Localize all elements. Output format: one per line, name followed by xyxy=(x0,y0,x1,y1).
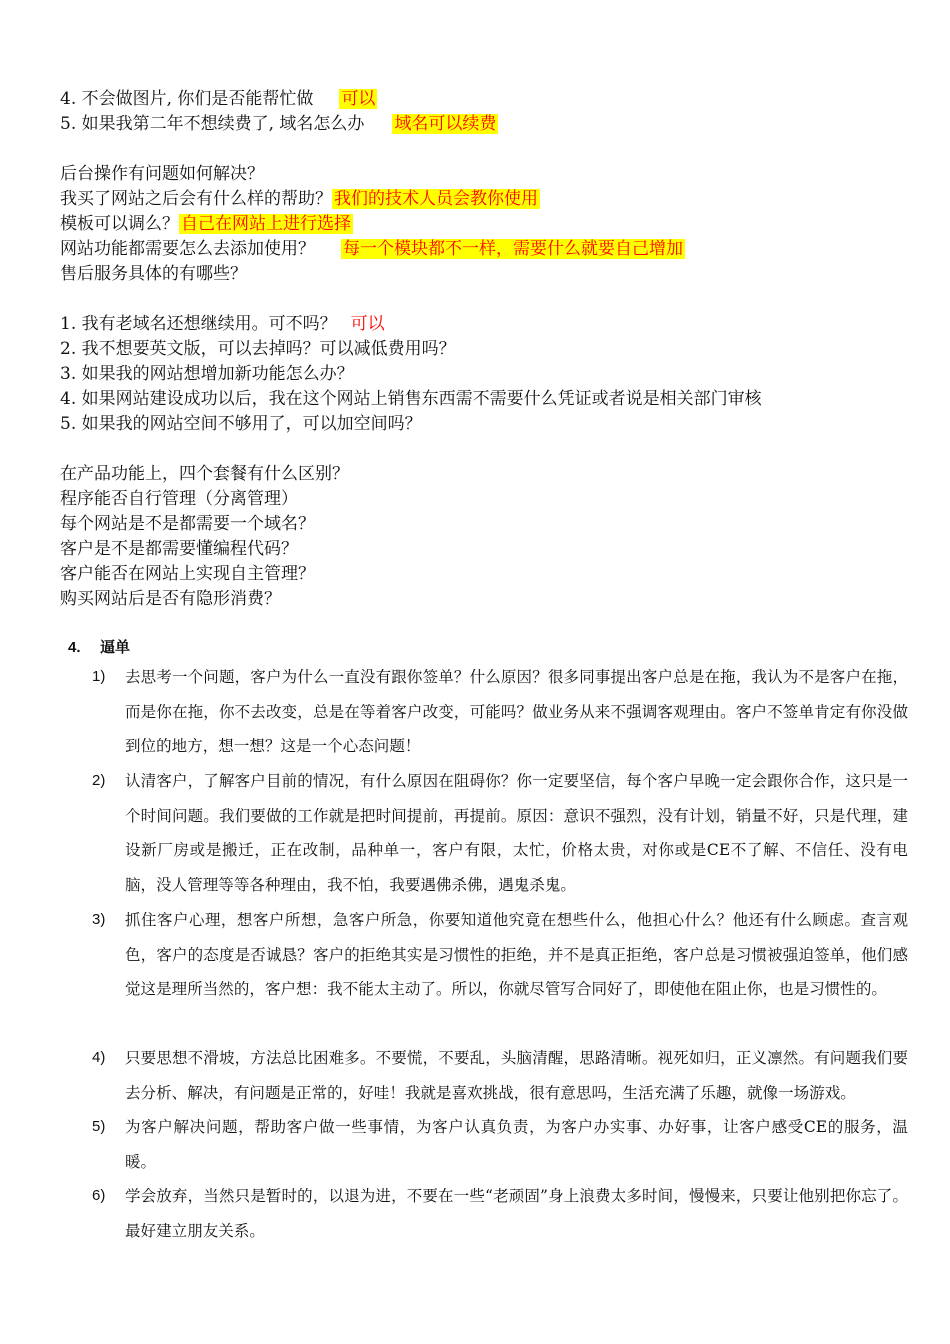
faq-line xyxy=(60,487,298,511)
question-text: 后台操作有问题如何解决？ xyxy=(60,164,264,184)
item-number: 4) xyxy=(92,1049,106,1066)
section-title: 逼单 xyxy=(100,639,131,656)
question-text: 每个网站是不是都需要一个域名？ xyxy=(60,514,315,534)
question-text: 1. 我有老域名还想继续用。可不吗？ xyxy=(60,314,337,334)
answer-highlight: 我们的技术人员会教你使用 xyxy=(334,189,538,209)
question-text: 2. 我不想要英文版，可以去掉吗？可以减低费用吗？ xyxy=(60,339,456,359)
item-text: 去思考一个问题，客户为什么一直没有跟你签单？什么原因？很多同事提出客户总是在拖，我认为不是客户在拖，而是你在拖，你不去改变，总是在等着客户改变，可能吗？做业务从来不强调客观理由。客户不签单肯定有你没做到位的地方，想一想？这是一个心态问题！ xyxy=(125,668,908,755)
faq-line xyxy=(60,237,685,261)
item-text: 学会放弃，当然只是暂时的，以退为进，不要在一些“老顽固”身上浪费太多时间，慢慢来，只要让他别把你忘了。最好建立朋友关系。 xyxy=(125,1187,908,1240)
item-text: 抓住客户心理，想客户所想，急客户所急，你要知道他究竟在想些什么，他担心什么？他还有什么顾虑。查言观色，客户的态度是否诚恳？客户的拒绝其实是习惯性的拒绝，并不是真正拒绝，客户总是习惯被强迫签单，他们感觉这是理所当然的，客户想：我不能太主动了。所以，你就尽管写合同好了，即使他在阻止你，也是习惯性的。 xyxy=(125,911,908,998)
question-text: 5. 如果我第二年不想续费了, 域名怎么办 xyxy=(60,114,365,134)
question-text: 我买了网站之后会有什么样的帮助？ xyxy=(60,189,332,209)
answer-highlight: 域名可以续费 xyxy=(394,114,497,134)
item-text: 认清客户，了解客户目前的情况，有什么原因在阻碍你？你一定要坚信，每个客户早晚一定会跟你合作，这只是一个时间问题。我们要做的工作就是把时间提前，再提前。原因：意识不强烈，没有计划，销量不好，只是代理，建设新厂房或是搬迁，正在改制，品种单一，客户有限，太忙，价格太贵，对你或是CE不了解、不信任、没有电脑，没人管理等等各种理由，我不怕，我要遇佛杀佛，遇鬼杀鬼。 xyxy=(125,772,908,894)
faq-line xyxy=(60,262,247,286)
answer-highlight: 可以 xyxy=(341,89,376,109)
faq-line xyxy=(60,512,315,536)
faq-line xyxy=(60,537,298,561)
answer-text: 可以 xyxy=(350,314,385,334)
question-text: 客户能否在网站上实现自主管理？ xyxy=(60,564,315,584)
item-number: 2) xyxy=(92,772,106,789)
question-text: 4. 不会做图片, 你们是否能帮忙做 xyxy=(60,89,314,109)
faq-line xyxy=(60,312,385,336)
section-heading xyxy=(68,638,130,658)
list-item xyxy=(92,903,908,1007)
list-item xyxy=(92,660,908,764)
question-text: 4. 如果网站建设成功以后，我在这个网站上销售东西需不需要什么凭证或者说是相关部门审核 xyxy=(60,389,762,409)
question-text: 购买网站后是否有隐形消费？ xyxy=(60,589,281,609)
faq-line xyxy=(60,212,353,236)
item-text: 只要思想不滑坡，方法总比困难多。不要慌，不要乱，头脑清醒，思路清晰。视死如归，正义凛然。有问题我们要去分析、解决，有问题是正常的，好哇！我就是喜欢挑战，很有意思吗，生活充满了乐趣，就像一场游戏。 xyxy=(125,1049,908,1102)
question-text: 客户是不是都需要懂编程代码？ xyxy=(60,539,298,559)
item-number: 6) xyxy=(92,1187,106,1204)
answer-highlight: 每一个模块都不一样，需要什么就要自己增加 xyxy=(343,239,683,259)
faq-line xyxy=(60,412,422,436)
faq-line xyxy=(60,587,281,611)
list-item xyxy=(92,1041,908,1110)
answer-highlight: 自己在网站上进行选择 xyxy=(181,214,351,234)
item-text: 为客户解决问题，帮助客户做一些事情，为客户认真负责，为客户办实事、办好事，让客户感受CE的服务，温暖。 xyxy=(125,1118,908,1171)
question-text: 在产品功能上，四个套餐有什么区别？ xyxy=(60,464,349,484)
item-number: 5) xyxy=(92,1118,106,1135)
faq-line xyxy=(60,187,540,211)
faq-line xyxy=(60,362,354,386)
question-text: 网站功能都需要怎么去添加使用？ xyxy=(60,239,315,259)
faq-line xyxy=(60,337,456,361)
list-item xyxy=(92,764,908,902)
faq-line xyxy=(60,387,762,411)
question-text: 5. 如果我的网站空间不够用了，可以加空间吗？ xyxy=(60,414,422,434)
item-number: 3) xyxy=(92,911,106,928)
faq-line xyxy=(60,462,349,486)
faq-line xyxy=(60,162,264,186)
question-text: 模板可以调么？ xyxy=(60,214,179,234)
section-number: 4. xyxy=(68,639,81,656)
faq-line xyxy=(60,112,498,136)
item-number: 1) xyxy=(92,668,106,685)
list-item xyxy=(92,1179,908,1248)
list-item xyxy=(92,1110,908,1179)
question-text: 程序能否自行管理（分离管理） xyxy=(60,489,298,509)
question-text: 售后服务具体的有哪些？ xyxy=(60,264,247,284)
faq-line xyxy=(60,562,315,586)
question-text: 3. 如果我的网站想增加新功能怎么办？ xyxy=(60,364,354,384)
faq-line xyxy=(60,87,377,111)
